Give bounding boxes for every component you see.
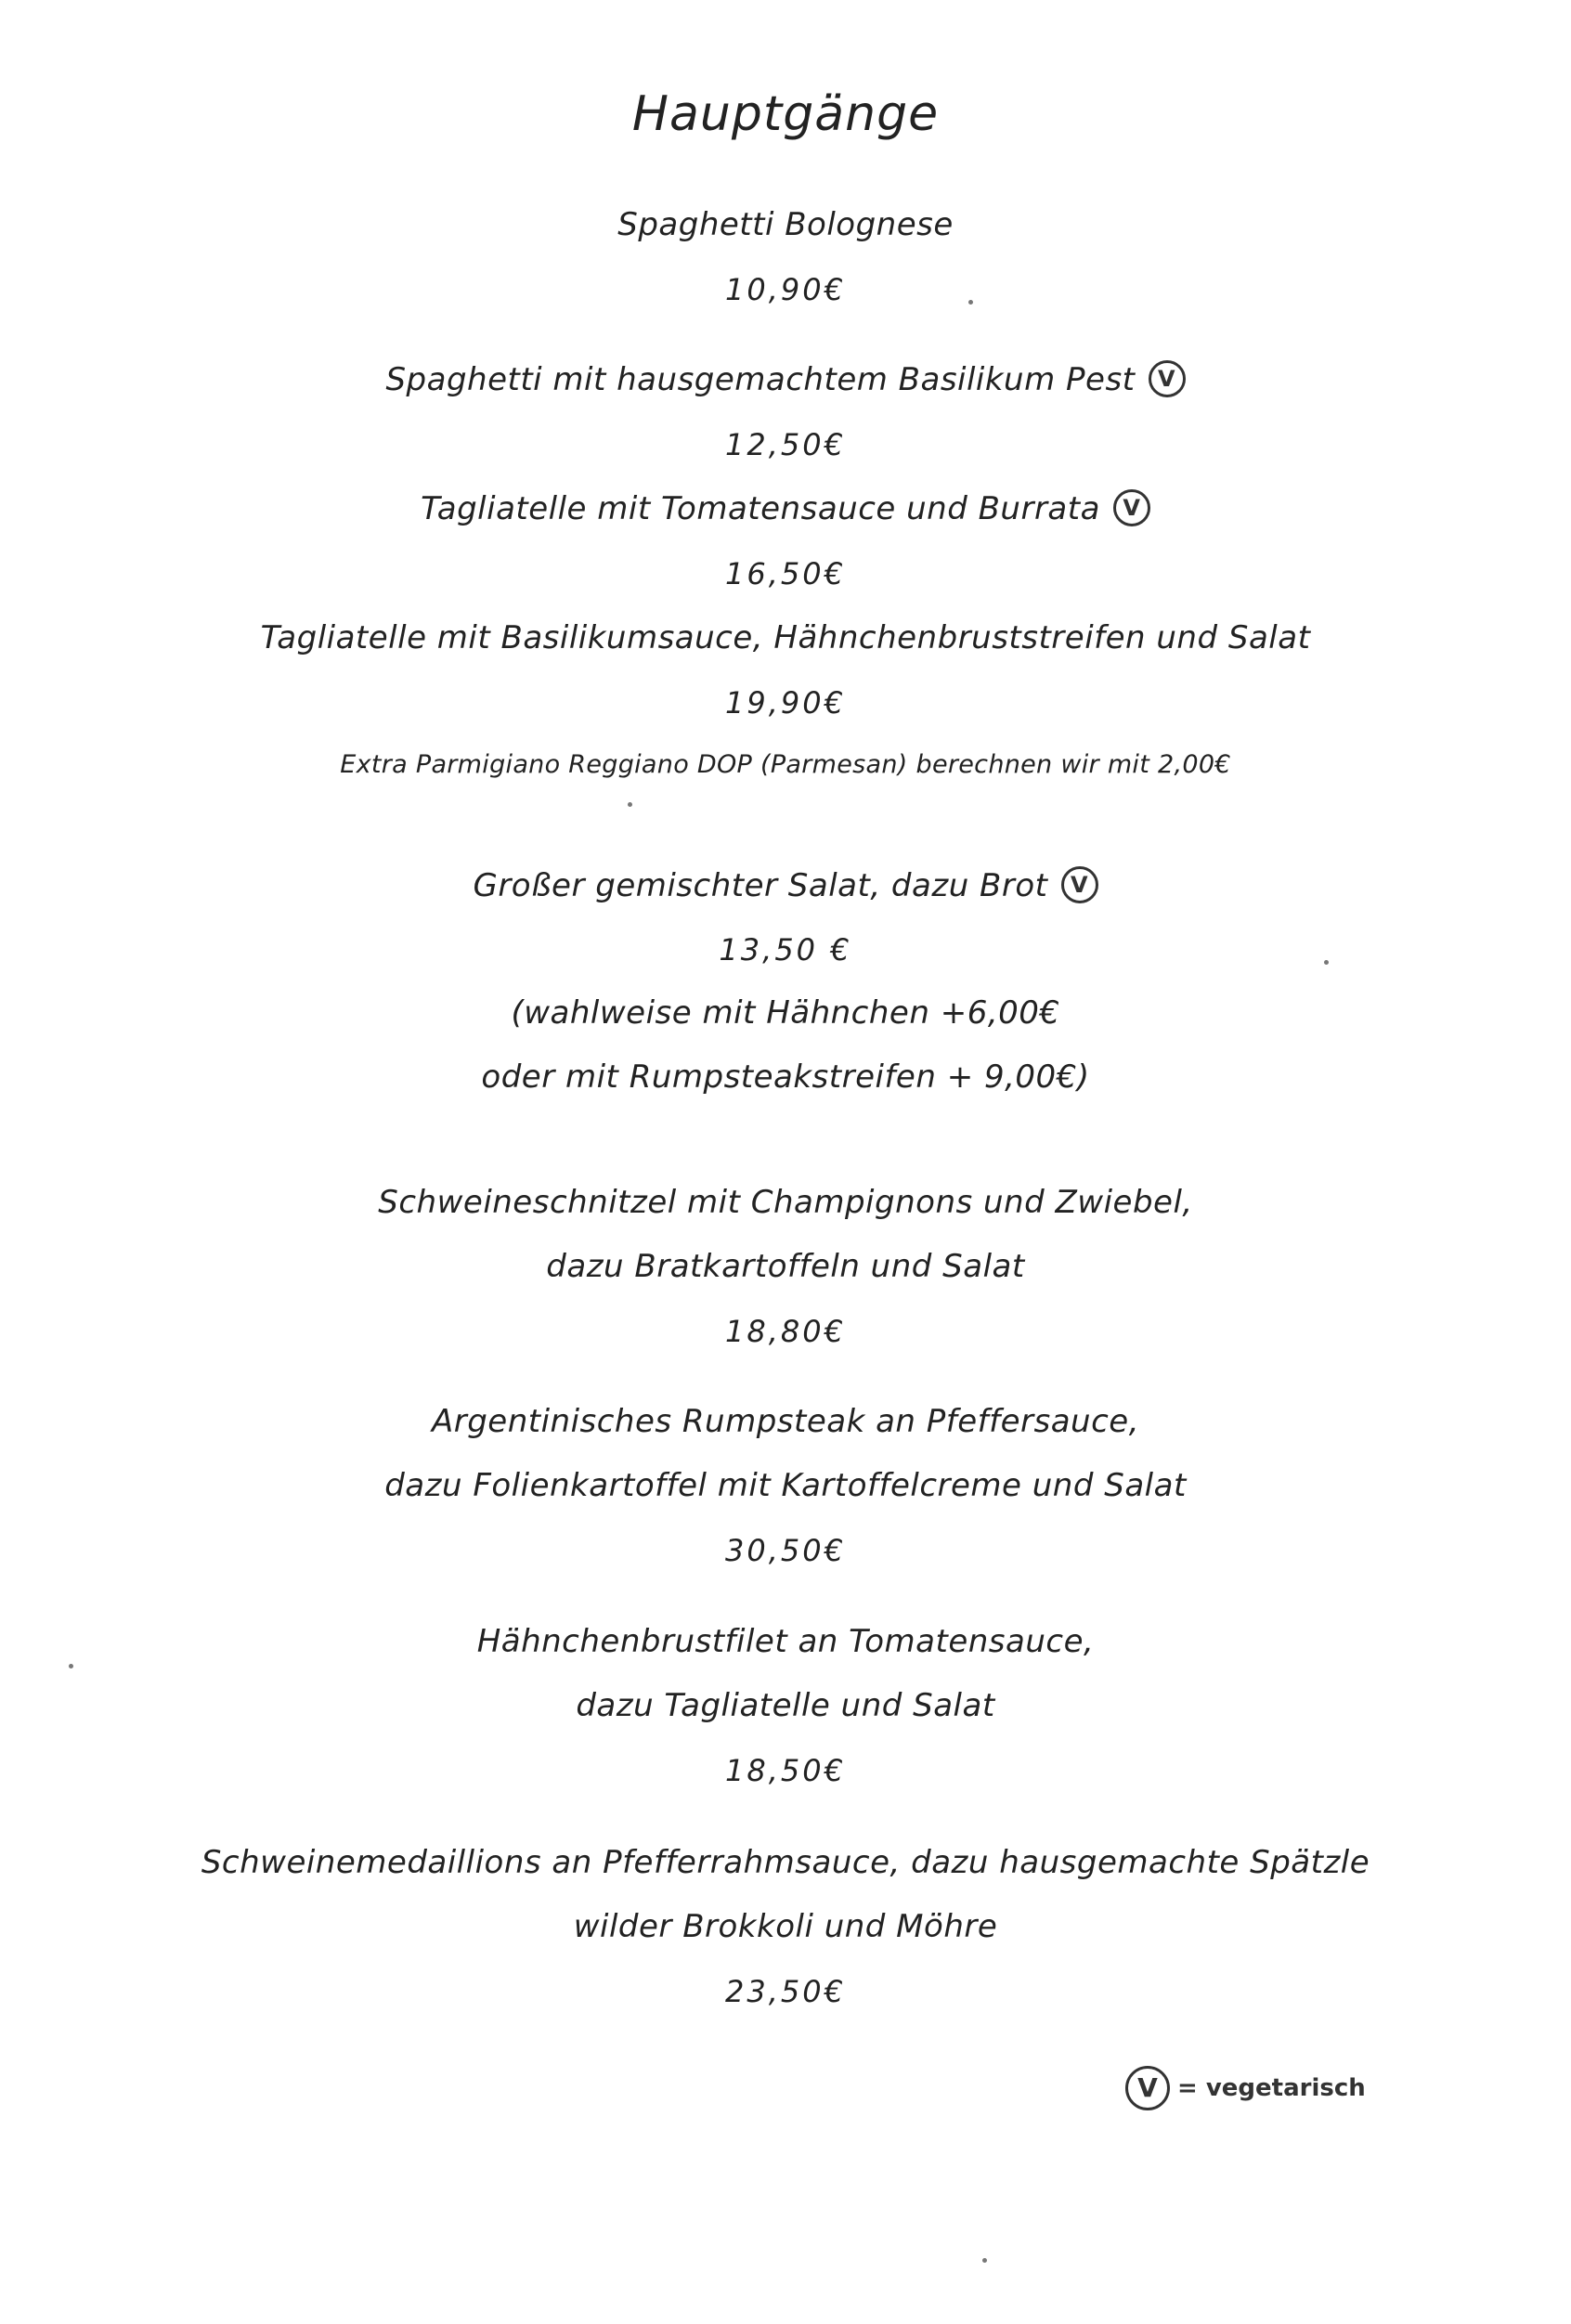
vegetarian-icon: V (1125, 2066, 1170, 2110)
dish-subtitle: dazu Tagliatelle und Salat (576, 1687, 995, 1724)
dish-price: 13,50 € (719, 932, 852, 967)
dish-name: Großer gemischter Salat, dazu Brot (473, 867, 1048, 904)
dish-name: Argentinisches Rumpsteak an Pfeffersauce, (431, 1403, 1140, 1440)
scan-speck (968, 300, 973, 305)
dish-name-row (0, 357, 1571, 402)
dish-name: Schweineschnitzel mit Champignons und Zwiebel, (378, 1184, 1193, 1221)
dish-name-row (0, 863, 1571, 908)
vegetarian-icon: V (1061, 866, 1098, 903)
dish-subtitle: dazu Folienkartoffel mit Kartoffelcreme und Salat (384, 1467, 1187, 1504)
page-title: Hauptgänge (631, 86, 940, 142)
scan-speck (628, 802, 632, 807)
dish-name-row (0, 487, 1571, 531)
dish-subtitle: dazu Bratkartoffeln und Salat (546, 1248, 1025, 1285)
dish-name: Spaghetti Bolognese (617, 206, 954, 243)
scan-speck (69, 1664, 73, 1668)
dish-price: 30,50€ (725, 1533, 846, 1568)
dish-name: Schweinemedaillions an Pfefferrahmsauce, dazu hausgemachte Spätzle (201, 1844, 1370, 1881)
dish-name: Tagliatelle mit Basilikumsauce, Hähnchenbruststreifen und Salat (260, 619, 1311, 656)
vegetarian-legend (1125, 2065, 1404, 2111)
dish-name: Tagliatelle mit Tomatensauce und Burrata (421, 490, 1100, 527)
dish-subtitle: wilder Brokkoli und Möhre (573, 1908, 998, 1945)
scan-speck (982, 2258, 987, 2263)
dish-price: 16,50€ (725, 556, 846, 591)
legend-label: = vegetarisch (1177, 2074, 1366, 2102)
dish-price: 10,90€ (725, 272, 846, 307)
dish-option: (wahlweise mit Hähnchen +6,00€ (511, 994, 1060, 1032)
dish-option: oder mit Rumpsteakstreifen + 9,00€) (481, 1058, 1090, 1096)
dish-name: Hähnchenbrustfilet an Tomatensauce, (476, 1623, 1095, 1660)
dish-price: 12,50€ (725, 427, 846, 462)
vegetarian-icon: V (1113, 489, 1150, 526)
dish-price: 18,80€ (725, 1314, 846, 1349)
dish-name: Spaghetti mit hausgemachtem Basilikum Pest (385, 361, 1136, 398)
dish-price: 18,50€ (725, 1753, 846, 1788)
dish-price: 19,90€ (725, 685, 846, 721)
vegetarian-icon: V (1149, 360, 1186, 397)
scan-speck (1324, 960, 1329, 965)
extra-note: Extra Parmigiano Reggiano DOP (Parmesan) berechnen wir mit 2,00€ (340, 750, 1231, 779)
dish-price: 23,50€ (725, 1974, 846, 2009)
